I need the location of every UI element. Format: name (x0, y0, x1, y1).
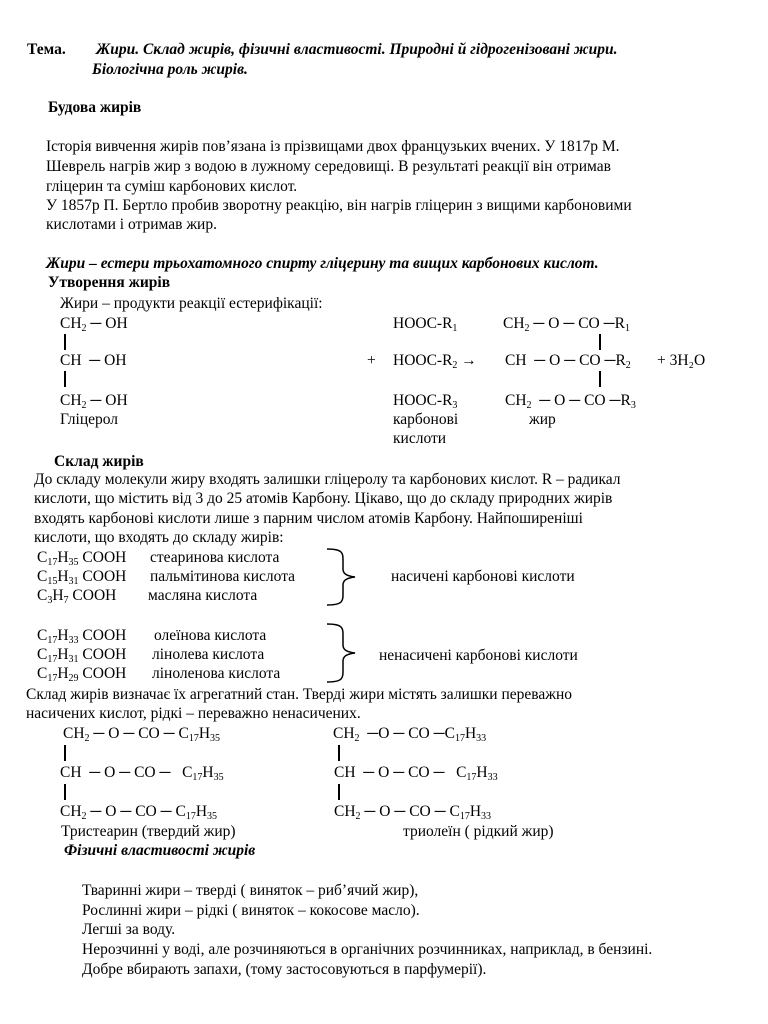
structure-p4: У 1857р П. Бертло пробив зворотну реакцію, він нагрів гліцерин з вищими карбоновими (46, 197, 632, 214)
fat-label: жир (529, 411, 556, 428)
acid-r3: HOOC-$R_3$ (393, 392, 458, 411)
fat-row-3: $CH_2$ ─ O ─ CO $─R_3$ (505, 392, 636, 411)
acids-label-1: карбонові (393, 411, 459, 428)
glycerol-label: Гліцерол (60, 411, 119, 428)
bond-line (64, 334, 66, 350)
structure-p3: гліцерин та суміш карбонових кислот. (46, 178, 298, 195)
composition-l3: входять карбонові кислоти лише з парним числом атомів Карбону. Найпоширеніші (34, 510, 583, 527)
composition-heading: Склад жирів (54, 453, 144, 470)
acid-formula: $C_3H_7$ COOH (37, 587, 117, 606)
acids-label-2: кислоти (393, 430, 447, 447)
topic-label: Тема. (27, 41, 66, 58)
tristearin-row-1: $CH_2$ ─ O ─ CO ─ $C_{17}H_{35}$ (63, 725, 221, 744)
brace-saturated (325, 547, 365, 607)
fat-row-2: CH ─ O ─ CO $─R_2$ (505, 352, 631, 371)
tristearin-label: Тристеарин (твердий жир) (61, 823, 236, 840)
unsaturated-label: ненасичені карбонові кислоти (379, 647, 578, 664)
fat-row-1: $CH_2$ ─ O ─ CO $─R_1$ (503, 315, 630, 334)
bond-line (64, 784, 66, 800)
acid-name: лінолева кислота (152, 646, 265, 663)
tristearin-row-3: $CH_2$ ─ O ─ CO ─ $C_{17}H_{35}$ (60, 803, 218, 822)
water-product: + 3H₂O (657, 352, 706, 369)
physical-item: Тваринні жири – тверді ( виняток – риб’ячий жир), (82, 882, 419, 899)
acid-formula: $C_{17}H_{33}$ COOH (37, 627, 127, 646)
topic-title-line2: Біологічна роль жирів. (92, 61, 248, 78)
formation-intro: Жири – продукти реакції естерифікації: (60, 295, 323, 312)
bond-line (338, 745, 340, 761)
bond-line (599, 371, 601, 387)
physical-item: Легші за воду. (82, 921, 176, 938)
bond-line (64, 745, 66, 761)
acid-name: масляна кислота (148, 587, 258, 604)
acid-formula: $C_{17}H_{29}$ COOH (37, 665, 127, 684)
plus-sign: + (367, 352, 376, 369)
acid-formula: $C_{17}H_{35}$ COOH (37, 549, 127, 568)
glycerol-ch2-oh-bottom: $CH_2$ ─ OH (60, 392, 128, 411)
glycerol-ch-oh: CH ─ OH (60, 352, 127, 369)
brace-unsaturated (325, 622, 365, 684)
state-l2: насичених кислот, рідкі – переважно ненасичених. (26, 705, 361, 722)
structure-p2: Шеврель нагрів жир з водою в лужному середовищі. В результаті реакції він отримав (46, 158, 611, 175)
acid-r1: HOOC-$R_1$ (393, 315, 458, 334)
structure-heading: Будова жирів (48, 99, 142, 116)
physical-item: Нерозчинні у воді, але розчиняються в органічних розчинниках, наприклад, в бензині. (82, 941, 653, 958)
formation-heading: Утворення жирів (48, 274, 171, 291)
bond-line (599, 334, 601, 350)
acid-formula: $C_{17}H_{31}$ COOH (37, 646, 127, 665)
composition-l4: кислоти, що входять до складу жирів: (34, 529, 284, 546)
physical-item: Рослинні жири – рідкі ( виняток – кокосове масло). (82, 902, 420, 919)
state-l1: Склад жирів визначає їх агрегатний стан. Тверді жири містять залишки переважно (26, 686, 573, 703)
acid-r2: HOOC-$R_2$ → (393, 352, 477, 371)
glycerol-ch2-oh-top: $CH_2$ ─ OH (60, 315, 128, 334)
composition-l1: До складу молекули жиру входять залишки гліцеролу та карбонових кислот. R – радикал (34, 471, 621, 488)
triolein-row-2: CH ─ O ─ CO ─ $C_{17}H_{33}$ (334, 764, 498, 783)
physical-item: Добре вбирають запахи, (тому застосовуються в парфумерії). (82, 961, 487, 978)
structure-p5: кислотами і отримав жир. (46, 216, 217, 233)
fat-definition: Жири – естери трьохатомного спирту гліцерину та вищих карбонових кислот. (46, 255, 599, 272)
saturated-label: насичені карбонові кислоти (391, 568, 575, 585)
triolein-row-1: $CH_2$ ─O ─ CO $─C_{17}H_{33}$ (333, 725, 487, 744)
bond-line (64, 371, 66, 387)
triolein-label: триолеїн ( рідкий жир) (403, 823, 554, 840)
topic-title-line1: Жири. Склад жирів, фізичні властивості. Природні й гідрогенізовані жири. (96, 41, 618, 58)
acid-name: ліноленова кислота (152, 665, 281, 682)
triolein-row-3: $CH_2$ ─ O ─ CO ─ $C_{17}H_{33}$ (334, 803, 492, 822)
acid-name: олеїнова кислота (154, 627, 267, 644)
acid-name: пальмітинова кислота (150, 568, 296, 585)
acid-formula: $C_{15}H_{31}$ COOH (37, 568, 127, 587)
structure-p1: Історія вивчення жирів пов’язана із прізвищами двох французьких вчених. У 1817р М. (46, 138, 620, 155)
tristearin-row-2: CH ─ O ─ CO ─ $C_{17}H_{35}$ (60, 764, 224, 783)
acid-name: стеаринова кислота (150, 549, 280, 566)
physical-heading: Фізичні властивості жирів (64, 842, 256, 859)
bond-line (338, 784, 340, 800)
composition-l2: кислоти, що містить від 3 до 25 атомів Карбону. Цікаво, що до складу природних жирів (34, 490, 613, 507)
